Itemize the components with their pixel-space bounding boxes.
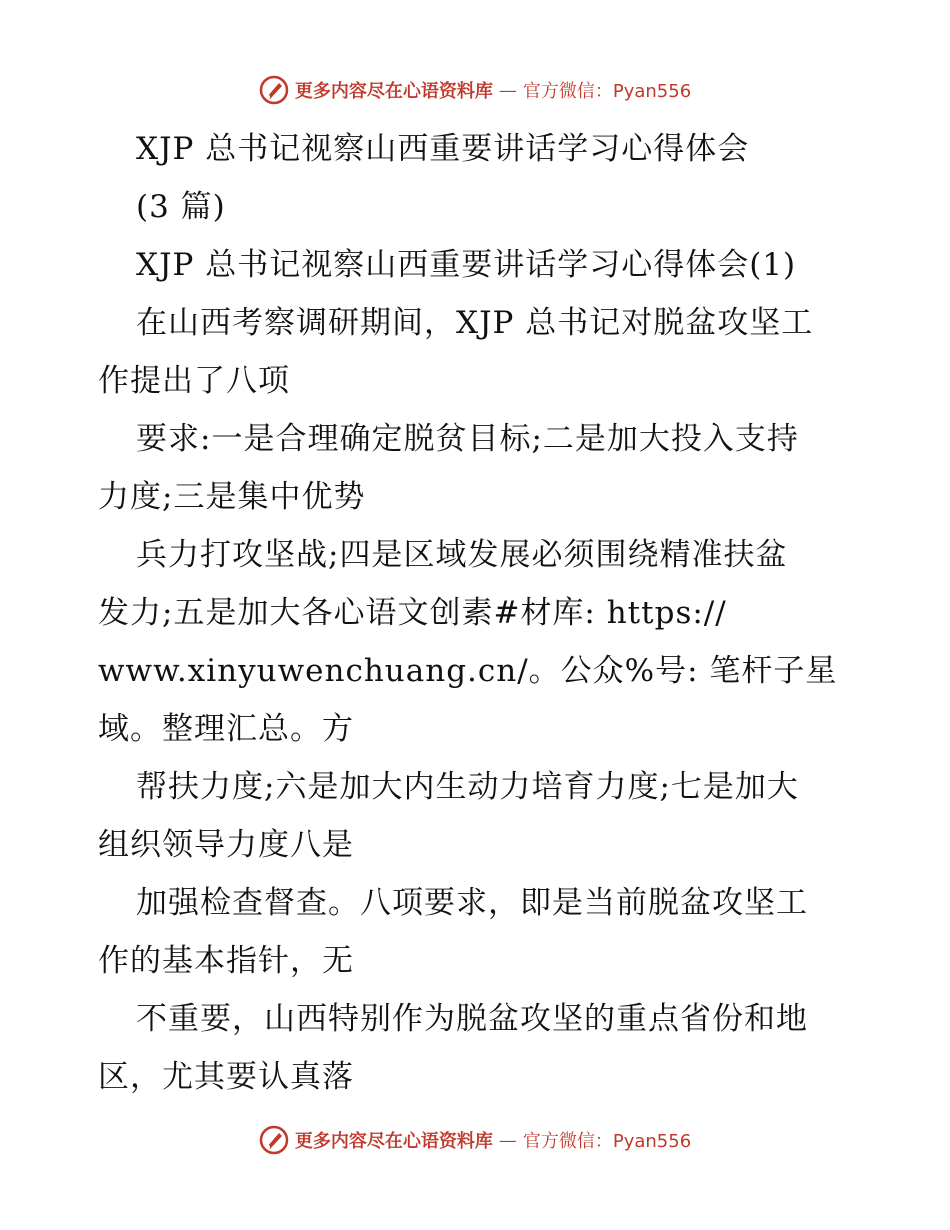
paragraph-line: 帮扶力度;六是加大内生动力培育力度;七是加大	[136, 769, 799, 805]
banner-wechat-text: 官方微信：Pyan556	[522, 81, 692, 102]
paragraph-line: 区，尤其要认真落	[98, 1059, 354, 1095]
paragraph-line: 作的基本指针，无	[98, 943, 354, 979]
paragraph-line: 要求:一是合理确定脱贫目标;二是加大投入支持	[136, 421, 799, 457]
paragraph-line: www.xinyuwenchuang.cn/。公众%号: 笔杆子星	[98, 653, 838, 689]
paragraph-line: 在山西考察调研期间，XJP 总书记对脱盆攻坚工	[136, 305, 814, 341]
pen-logo-icon	[259, 1125, 289, 1155]
banner-wechat-text: 官方微信：Pyan556	[522, 1131, 692, 1152]
banner-separator: —	[498, 1129, 517, 1151]
paragraph-line: 域。整理汇总。方	[98, 711, 354, 747]
header-watermark-banner	[0, 70, 950, 110]
pen-logo-icon	[259, 75, 289, 105]
section-heading: XJP 总书记视察山西重要讲话学习心得体会(1)	[136, 247, 797, 283]
paragraph-line: 力度;三是集中优势	[98, 479, 366, 515]
document-subtitle: (3 篇)	[136, 189, 226, 225]
paragraph-line: 组织领导力度八是	[98, 827, 354, 863]
paragraph-line: 加强检查督查。八项要求，即是当前脱盆攻坚工	[136, 885, 808, 921]
paragraph-line: 发力;五是加大各心语文创素#材库: https://	[98, 595, 727, 631]
document-title: XJP 总书记视察山西重要讲话学习心得体会	[136, 131, 750, 167]
paragraph-line: 作提出了八项	[98, 363, 290, 399]
document-body	[98, 120, 858, 1106]
paragraph-line: 兵力打攻坚战;四是区域发展必须围绕精准扶盆	[136, 537, 788, 573]
banner-separator: —	[498, 79, 517, 101]
banner-brand-text: 更多内容尽在心语资料库	[294, 1131, 493, 1152]
banner-brand-text: 更多内容尽在心语资料库	[294, 81, 493, 102]
paragraph-line: 不重要，山西特别作为脱盆攻坚的重点省份和地	[136, 1001, 808, 1037]
footer-watermark-banner	[0, 1120, 950, 1160]
